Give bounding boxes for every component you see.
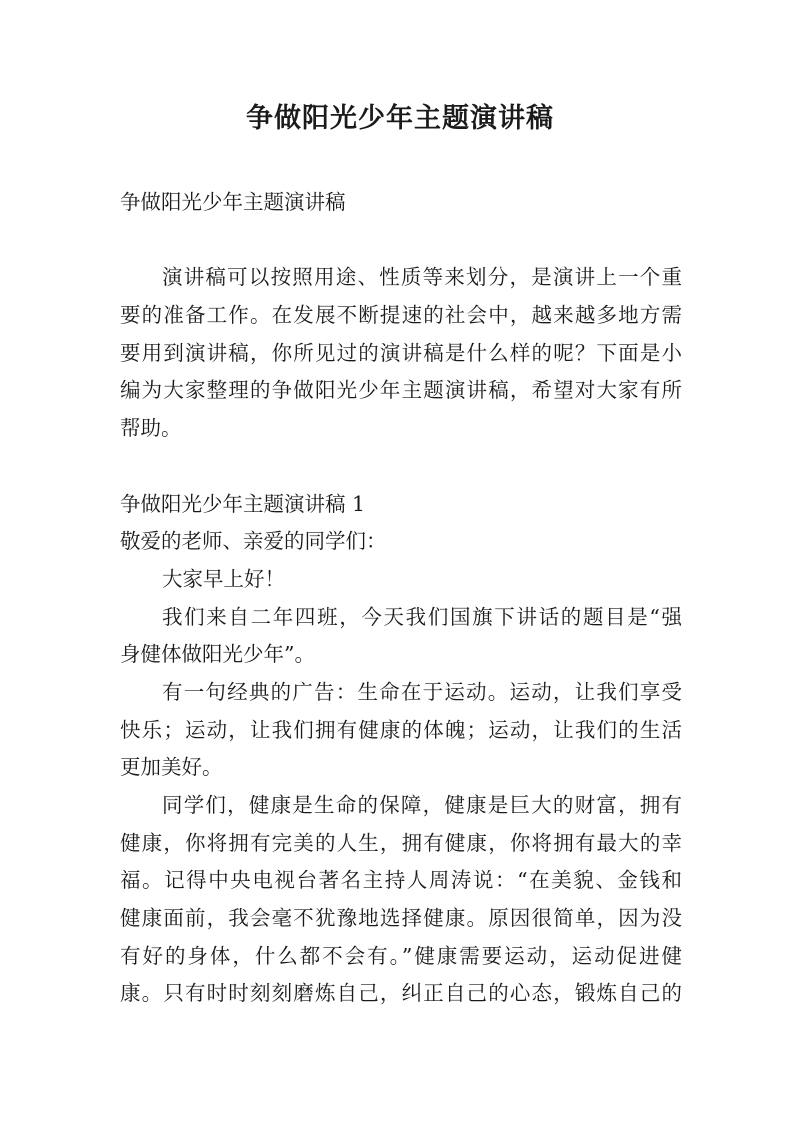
speech-paragraph-3 bbox=[120, 787, 682, 1013]
intro-line: 演讲稿可以按照用途、性质等来划分，是演讲上一个重 bbox=[162, 265, 682, 290]
paragraph-line: 健康，你将拥有完美的人生，拥有健康，你将拥有最大的幸 bbox=[120, 830, 682, 855]
paragraph-line: 健康面前，我会毫不犹豫地选择健康。原因很简单，因为没 bbox=[120, 906, 682, 931]
intro-line: 要的准备工作。在发展不断提速的社会中，越来越多地方需 bbox=[120, 303, 682, 328]
intro-line: 帮助。 bbox=[120, 416, 182, 441]
speech-paragraph-2 bbox=[120, 674, 682, 787]
intro-line: 要用到演讲稿，你所见过的演讲稿是什么样的呢？下面是小 bbox=[120, 340, 682, 365]
greeting: 大家早上好！ bbox=[162, 566, 285, 591]
paragraph-line: 同学们，健康是生命的保障，健康是巨大的财富，拥有 bbox=[162, 793, 682, 817]
paragraph-line: 我们来自二年四班，今天我们国旗下讲话的题目是“强 bbox=[162, 604, 682, 629]
intro-paragraph bbox=[120, 259, 682, 447]
paragraph-line: 福。记得中央电视台著名主持人周涛说：“在美貌、金钱和 bbox=[120, 868, 682, 893]
paragraph-line: 康。只有时时刻刻磨炼自己，纠正自己的心态，锻炼自己的 bbox=[120, 981, 682, 1006]
blank-line bbox=[120, 448, 682, 486]
paragraph-line: 身健体做阳光少年”。 bbox=[120, 642, 315, 667]
paragraph-line: 更加美好。 bbox=[120, 755, 223, 780]
paragraph-line: 有一句经典的广告：生命在于运动。运动，让我们享受 bbox=[162, 679, 682, 704]
speech-paragraph-1 bbox=[120, 599, 682, 674]
document-subtitle: 争做阳光少年主题演讲稿 bbox=[120, 190, 346, 214]
section-heading: 争做阳光少年主题演讲稿 1 bbox=[120, 491, 366, 516]
paragraph-line: 快乐；运动，让我们拥有健康的体魄；运动，让我们的生活 bbox=[120, 717, 682, 742]
intro-line: 编为大家整理的争做阳光少年主题演讲稿，希望对大家有所 bbox=[120, 378, 682, 403]
salutation: 敬爱的老师、亲爱的同学们： bbox=[120, 529, 387, 554]
paragraph-line: 有好的身体，什么都不会有。”健康需要运动，运动促进健 bbox=[120, 943, 682, 968]
blank-line bbox=[120, 222, 682, 260]
document-body bbox=[120, 184, 682, 1013]
document-title: 争做阳光少年主题演讲稿 bbox=[246, 103, 554, 134]
